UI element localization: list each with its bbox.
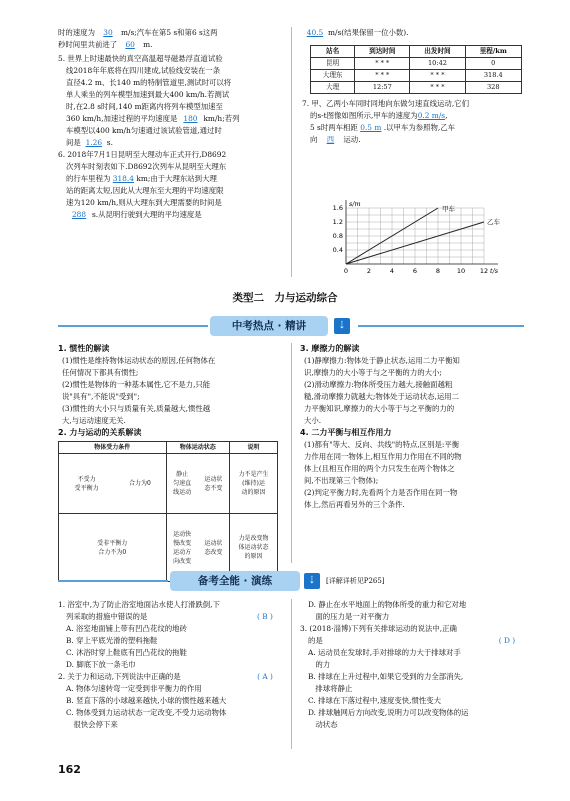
force-motion-table: [58, 441, 278, 582]
table-header: 说明: [230, 442, 278, 454]
table-cell: 10:42: [410, 58, 465, 70]
y-tick-label: 1.2: [332, 218, 343, 226]
table-header-row: [311, 46, 522, 58]
balance-line: (1)都有"等大、反向、共线"的特点,区别是:平衡: [304, 440, 460, 449]
column-divider: [291, 343, 292, 563]
balance-line: 力作用在同一物体上,相互作用力作用在不同的物: [304, 452, 462, 461]
table-cell: 12:57: [355, 82, 410, 94]
series-label: 乙车: [487, 218, 500, 226]
banner-line-left: [58, 580, 168, 582]
answer-reference: [详解详析见P265]: [326, 577, 385, 585]
q2-answer: ( A ): [257, 672, 273, 681]
q3-line: 3. (2018·淄博)下列有关排球运动的说法中,正确: [300, 624, 457, 633]
table-row: [311, 82, 522, 94]
hot-topics-right: [300, 343, 524, 511]
table-cell: 大理东: [311, 70, 355, 82]
q2-option: D. 静止在水平地面上的物体所受的重力和它对地: [308, 600, 467, 609]
q2-line: 2. 关于力和运动,下列说法中正确的是 ( A ): [58, 671, 282, 683]
table-row: [311, 70, 522, 82]
question-5: [58, 53, 280, 149]
q5-line: 直径4.2 m、长140 m的特制管道里,测试时可以将: [66, 78, 232, 87]
table-cell: * * *: [355, 70, 410, 82]
table-row: [59, 454, 278, 514]
x-tick-label: 4: [389, 267, 395, 275]
friction-line: 糙,滑动摩擦力就越大;物体处于运动状态,运用二: [304, 392, 460, 401]
s-t-chart: [318, 194, 508, 278]
inertia-line: (1)惯性是维持物体运动状态的原因,任何物体在: [62, 356, 216, 365]
practice-banner: [0, 571, 570, 591]
question-6: [58, 149, 280, 221]
q3-option: B. 排球在上升过程中,如果它受到的力全部消失,: [308, 672, 464, 681]
q1-option: C. 沐浴时穿上鞋底有凹凸花纹的拖鞋: [66, 648, 187, 657]
q4-tail-line2: 秒时间里共前进了 60 m.: [58, 40, 153, 49]
q3-option: 排球将静止: [308, 684, 353, 693]
hot-topics-left: [58, 343, 280, 582]
q6-line: 站的距离太短,因此从大理东至大理的平均速度限: [66, 186, 224, 195]
column-divider: [291, 599, 292, 749]
table-header: 到达时间: [355, 46, 410, 58]
q1-option: B. 穿上平底光滑的塑料拖鞋: [66, 636, 158, 645]
y-tick-label: 0.8: [332, 232, 343, 240]
q6-line: 288 s.从昆明行驶到大理的平均速度是: [71, 210, 202, 219]
table-row: [311, 58, 522, 70]
x-tick-label: 2: [366, 267, 372, 275]
x-tick-label: 12: [479, 267, 489, 275]
q7-line: 向 西 运动.: [310, 135, 361, 144]
top-left-column: [58, 27, 280, 221]
q5-line: 时,在2.8 s时间,140 m距离内将列车模型加速至: [66, 102, 223, 111]
table-header: 物体运动状态: [166, 442, 230, 454]
q5-line: 间是 1.26 s.: [66, 138, 113, 147]
q1-option: D. 脚底下放一条毛巾: [66, 660, 136, 669]
table-cell: * * *: [410, 70, 465, 82]
banner-label: 备考全能 · 演练: [170, 571, 300, 591]
top-right-column: [302, 27, 524, 146]
heading-balance: 4. 二力平衡与相互作用力: [300, 428, 392, 437]
q3-option: 动状态: [308, 720, 338, 729]
q1-option: A. 浴室地面铺上带有凹凸花纹的地砖: [66, 624, 187, 633]
q7-line: 5 s时两车相距 0.5 m .以甲车为参照物,乙车: [310, 123, 456, 132]
q3-option: C. 排球在下落过程中,速度变快,惯性变大: [308, 696, 442, 705]
q6-line: 次列车时刻表如下.D8692次列车从昆明至大理东: [66, 162, 227, 171]
q3-option: 的力: [308, 660, 331, 669]
table-cell: 运动状 态不变: [198, 454, 230, 514]
q2-option: B. 竖直下落的小球越来越快,小球的惯性越来越大: [66, 696, 227, 705]
friction-line: 力平衡知识,摩擦力的大小等于与之平衡的力的: [304, 404, 455, 413]
table-cell: 大理: [311, 82, 355, 94]
balance-line: (2)判定平衡力时,先看两个力是否作用在同一物: [304, 488, 458, 497]
practice-left: [58, 599, 282, 731]
table-cell: * * *: [355, 58, 410, 70]
table-header: 里程/km: [465, 46, 521, 58]
q2-option: A. 物体匀速转弯一定受到非平衡力的作用: [66, 684, 202, 693]
chevron-down-icon: ⇣: [334, 318, 350, 334]
table-cell: 力是改变物 体运动状态 的原因: [230, 514, 278, 582]
q5-line: 360 km/h,加速过程的平均速度是 180 km/h;若列: [66, 114, 240, 123]
section-title: 类型二 力与运动综合: [232, 292, 338, 304]
balance-line: 间,不出现第三个物体);: [304, 476, 379, 485]
x-tick-label: 8: [435, 267, 441, 275]
table-cell: 0: [465, 58, 521, 70]
table-header: 站名: [311, 46, 355, 58]
inertia-line: 说"具有",不能说"受到";: [62, 392, 140, 401]
banner-label: 中考热点 · 精讲: [210, 316, 328, 336]
q2-option: 面的压力是一对平衡力: [308, 612, 390, 621]
y-tick-label: 0.4: [332, 246, 343, 254]
table-cell: 受非平衡力 合力不为0: [59, 514, 167, 582]
table-cell: 328: [465, 82, 521, 94]
x-tick-label: 0: [343, 267, 349, 275]
q5-line: 单人乘坐的列车模型加速到最大400 km/h.若测试: [66, 90, 230, 99]
table-cell: 运动状 态改变: [198, 514, 230, 582]
x-tick-label: 6: [412, 267, 418, 275]
table-cell: 318.4: [465, 70, 521, 82]
q5-line: 线2018年年底将在四川建成,试验线安装在一条: [66, 66, 221, 75]
heading-friction: 3. 摩擦力的解读: [300, 344, 360, 353]
heading-inertia: 1. 惯性的解读: [58, 344, 110, 353]
q6-line: 速为120 km/h,则从大理东到大理需要的时间是: [66, 198, 222, 207]
friction-line: (1)静摩擦力:物体处于静止状态,运用二力平衡知: [304, 356, 460, 365]
inertia-line: (2)惯性是物体的一种基本属性,它不是力,只能: [62, 380, 211, 389]
practice-right: [300, 599, 524, 731]
table-cell: 合力为0: [114, 454, 166, 514]
y-tick-label: 1.6: [332, 204, 343, 212]
x-tick-label: 10: [456, 267, 466, 275]
x-axis-label: t/s: [490, 267, 499, 275]
q2-option: C. 物体受到力运动状态一定改变,不受力运动物体: [66, 708, 227, 717]
q6-line: 的行车里程为 318.4 km;由于大理东站到大理: [66, 174, 217, 183]
banner-line-left: [58, 325, 208, 327]
chevron-down-icon: ⇣: [304, 573, 320, 589]
banner-line-right: [358, 325, 524, 327]
column-divider: [291, 27, 292, 277]
balance-line: 体上(且相互作用的两个力只发生在两个物体之: [304, 464, 455, 473]
q3-option: A. 运动员在发球时,手对排球的力大于排球对手: [308, 648, 461, 657]
q1-line: 列采取的措施中错误的是 ( B ): [58, 611, 282, 623]
friction-line: 识,摩擦力的大小等于与之平衡的力的大小;: [304, 368, 442, 377]
q3-option: D. 排球触网后方向改变,说明力可以改变物体的运: [308, 708, 469, 717]
inertia-line: 任何情况下都具有惯性;: [62, 368, 139, 377]
q7-line: 7. 甲、乙两小车同时同地向东做匀速直线运动,它们: [302, 99, 469, 108]
table-cell: 昆明: [311, 58, 355, 70]
table-cell: 不受力 受平衡力: [59, 454, 115, 514]
q5-line: 车模型以400 km/h匀速通过该试验管道,通过时: [66, 126, 222, 135]
inertia-line: 大,与运动速度无关.: [62, 416, 126, 425]
q7-line: 的s-t图像如图所示,甲车的速度为0.2 m/s,: [310, 111, 448, 120]
q2-option: 很快会停下来: [66, 720, 118, 729]
table-header-row: [59, 442, 278, 454]
y-axis-label: s/m: [349, 200, 361, 208]
table-cell: 静止 匀速直 线运动: [166, 454, 198, 514]
table-header: 物体受力条件: [59, 442, 167, 454]
series-label: 甲车: [442, 205, 455, 213]
q3-answer: ( D ): [498, 636, 516, 645]
heading-force-motion: 2. 力与运动的关系解读: [58, 428, 142, 437]
hot-topics-banner: [0, 316, 570, 336]
q6-answer-line: 40.5 m/s(结果保留一位小数).: [306, 28, 409, 37]
q1-answer: ( B ): [257, 612, 273, 621]
page-number: 162: [58, 763, 81, 776]
train-timetable: [310, 45, 522, 94]
table-header: 出发时间: [410, 46, 465, 58]
q3-line: 的是 ( D ): [300, 635, 524, 647]
friction-line: (2)滑动摩擦力:物体所受压力越大,接触面越粗: [304, 380, 453, 389]
inertia-line: (3)惯性的大小只与质量有关,质量越大,惯性越: [62, 404, 211, 413]
q4-tail-line1: 时的速度为 30 m/s;汽车在第5 s和第6 s这两: [58, 28, 218, 37]
q5-line: 5. 世界上时速最快的真空高温超导磁悬浮直道试验: [58, 54, 223, 63]
table-cell: 运动快 慢改变 运动方 向改变: [166, 514, 198, 582]
q1-line: 1. 浴室中,为了防止浴室地面沾水使人打滑跌倒,下: [58, 600, 220, 609]
friction-line: 大小.: [304, 416, 322, 425]
table-cell: 力不是产生 (维持)运 动的原因: [230, 454, 278, 514]
q6-line: 6. 2018年7月1日昆明至大理动车正式开行,D8692: [58, 150, 227, 159]
table-cell: * * *: [410, 82, 465, 94]
balance-line: 体上,然后再看另外的三个条件.: [304, 500, 405, 509]
